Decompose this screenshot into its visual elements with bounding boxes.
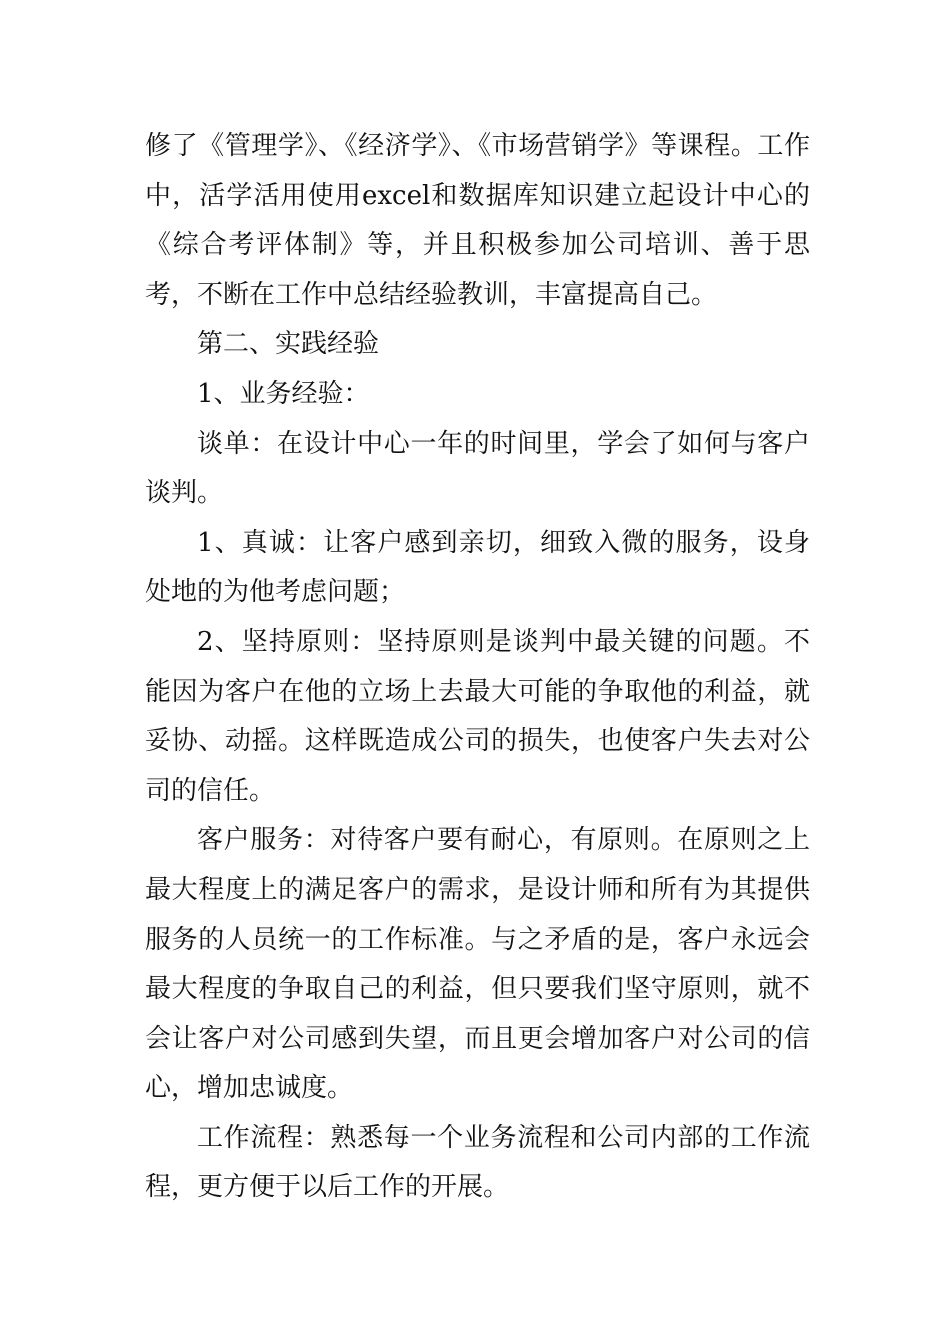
paragraph-workflow: 工作流程：熟悉每一个业务流程和公司内部的工作流程，更方便于以后工作的开展。 [145, 1122, 810, 1203]
paragraph-customer-service: 客户服务：对待客户要有耐心，有原则。在原则之上最大程度上的满足客户的需求，是设计师和所有为其提供服务的人员统一的工作标准。与之矛盾的是，客户永远会最大程度的争取自己的利益，但只要我们坚守原则，就不会让客户对公司感到失望，而且更会增加客户对公司的信心，增加忠诚度。 [145, 825, 810, 1104]
paragraph-sincerity: 1、真诚：让客户感到亲切，细致入微的服务，设身处地的为他考虑问题； [145, 527, 810, 608]
subsection-heading-business-experience: 1、业务经验： [197, 378, 370, 409]
paragraph-continuation: 修了《管理学》、《经济学》、《市场营销学》等课程。工作中，活学活用使用excel和数据库知识建立起设计中心的《综合考评体制》等，并且积极参加公司培训、善于思考，不断在工作中总结经验教训，丰富提高自己。 [145, 131, 810, 310]
paragraph-principles: 2、坚持原则：坚持原则是谈判中最关键的问题。不能因为客户在他的立场上去最大可能的争取他的利益，就妥协、动摇。这样既造成公司的损失，也使客户失去对公司的信任。 [145, 626, 810, 806]
section-heading-practice-experience: 第二、实践经验 [197, 329, 380, 360]
document-body [145, 122, 810, 1213]
paragraph-negotiation: 谈单：在设计中心一年的时间里，学会了如何与客户谈判。 [145, 428, 810, 509]
